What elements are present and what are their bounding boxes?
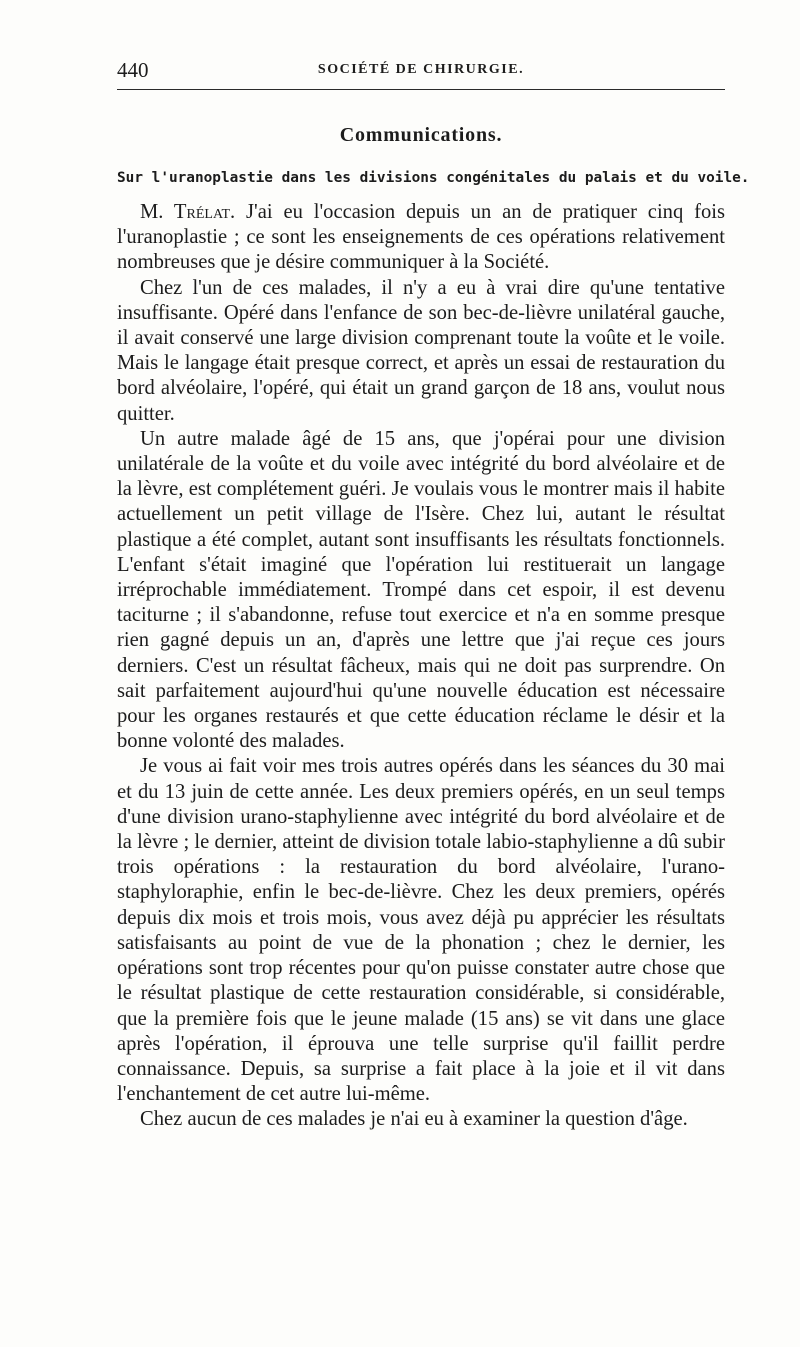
paragraph-1-text: J'ai eu l'occasion depuis un an de pratiquer cinq fois l'uranoplastie ; ce sont les enseignements de ces opérations relativement nombreuses que je désire communiquer à la Société.	[117, 201, 725, 274]
running-head	[117, 58, 725, 82]
paragraph-1	[117, 200, 725, 276]
speaker-name: M. Trélat.	[140, 201, 236, 223]
body-text	[117, 200, 725, 1133]
journal-title: SOCIÉTÉ DE CHIRURGIE.	[317, 62, 525, 77]
page-number: 440	[117, 58, 149, 82]
header-rule	[117, 89, 725, 90]
paragraph-4: Je vous ai fait voir mes trois autres opérés dans les séances du 30 mai et du 13 juin de cette année. Les deux premiers opérés, en un seul temps d'une division urano-staphylienne avec intégrité du bord alvéolaire et de la lèvre ; le dernier, atteint de division totale labio-staphylienne a dû subir trois opérations : la restauration du bord alvéolaire, l'urano-staphyloraphie, enfin le bec-de-lièvre. Chez les deux premiers, opérés depuis dix mois et trois mois, vous avez déjà pu apprécier les résultats satisfaisants au point de vue de la phonation ; chez le dernier, les opérations sont trop récentes pour qu'on puisse constater autre chose que le résultat plastique de cette restauration considérable, si considérable, que la première fois que le jeune malade (15 ans) se vit dans une glace après l'opération, il éprouva une telle surprise qu'il faillit perdre connaissance. Depuis, sa surprise a fait place à la joie et il vit dans l'enchantement de cet autre lui-même.	[117, 755, 725, 1106]
section-title: Communications.	[339, 124, 503, 146]
paragraph-2: Chez l'un de ces malades, il n'y a eu à vrai dire qu'une tentative insuffisante. Opéré dans l'enfance de son bec-de-lièvre unilatéral gauche, il avait conservé une large division comprenant toute la voûte et le voile. Mais le langage était presque correct, et après un essai de restauration du bord alvéolaire, l'opéré, qui était un grand garçon de 18 ans, voulut nous quitter.	[117, 276, 725, 425]
paragraph-3: Un autre malade âgé de 15 ans, que j'opérai pour une division unilatérale de la voûte et du voile avec intégrité du bord alvéolaire et de la lèvre, est complétement guéri. Je voulais vous le montrer mais il habite actuellement un petit village de l'Isère. Chez lui, autant le résultat plastique a été complet, autant sont insuffisants les résultats fonctionnels. L'enfant s'était imaginé que l'opération lui restituerait un langage irréprochable immédiatement. Trompé dans cet espoir, il est devenu taciturne ; il s'abandonne, refuse tout exercice et n'a en somme presque rien gagné depuis un an, d'après une lettre que j'ai reçue ces jours derniers. C'est un résultat fâcheux, mais qui ne doit pas surprendre. On sait parfaitement aujourd'hui qu'une nouvelle éducation est nécessaire pour les organes restaurés et que cette éducation réclame le désir et la bonne volonté des malades.	[117, 427, 725, 753]
paragraph-5: Chez aucun de ces malades je n'ai eu à examiner la question d'âge.	[140, 1108, 688, 1131]
article-subtitle: Sur l'uranoplastie dans les divisions congénitales du palais et du voile.	[117, 170, 750, 186]
